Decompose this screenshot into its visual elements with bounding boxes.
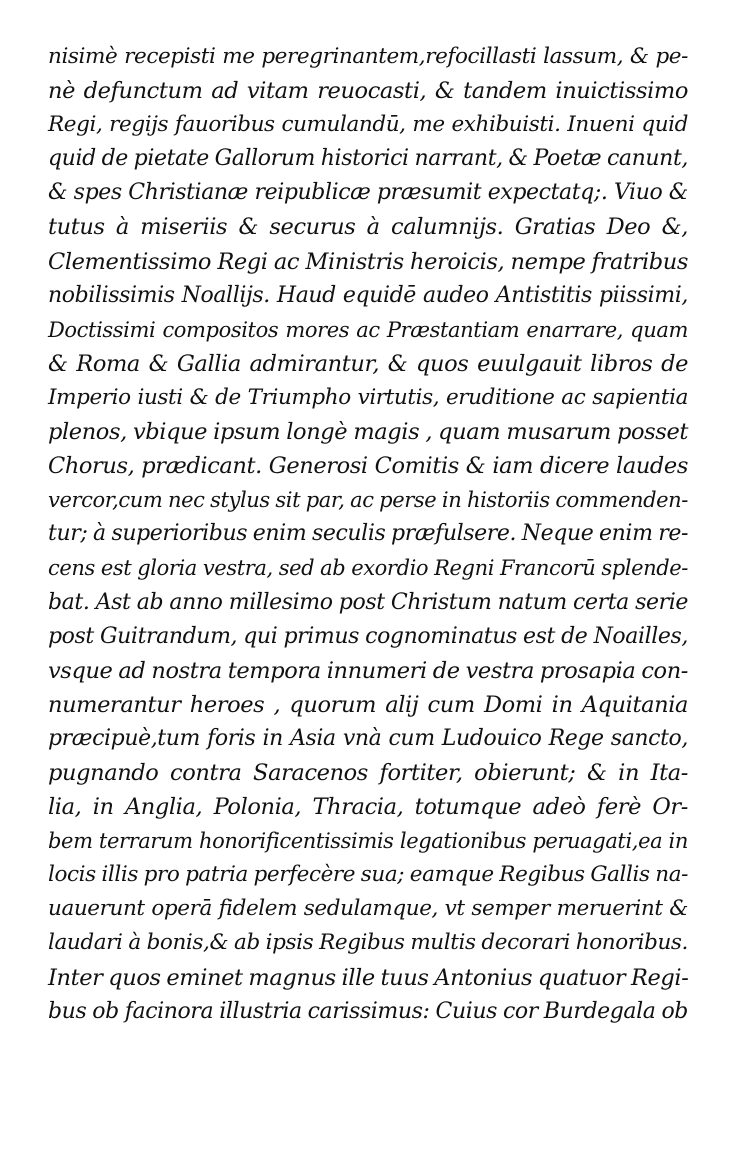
- text-line: Doctissimi compositos mores ac Præstantiam enarrare, quam: [48, 317, 688, 342]
- text-line: Chorus, prædicant. Generosi Comitis & iam dicere laudes: [48, 453, 688, 480]
- text-line: Clementissimo Regi ac Ministris heroicis, nempe fratribus: [48, 248, 688, 275]
- text-line: locis illis pro patria perfecère sua; eamque Regibus Gallis na-: [48, 862, 688, 888]
- text-line: vsque ad nostra tempora innumeri de vestra prosapia con-: [48, 657, 688, 684]
- text-line: nisimè recepisti me peregrinantem,refocillasti lassum, & pe-: [48, 44, 688, 69]
- text-line: præcipuè,tum foris in Asia vnà cum Ludouico Rege sancto,: [48, 725, 688, 751]
- text-line: bem terrarum honorificentissimis legationibus peruagati,ea in: [48, 829, 688, 854]
- text-line: nobilissimis Noallijs. Haud equidē audeo Antistitis piissimi,: [48, 282, 688, 308]
- text-line: & spes Christianæ reipublicæ præsumit expectatq;. Viuo &: [48, 180, 688, 206]
- text-line: uauerunt operā fidelem sedulamque, vt semper meruerint &: [48, 896, 688, 922]
- text-line: numerantur heroes , quorum alij cum Domi in Aquitania: [48, 691, 688, 718]
- text-line: bat. Ast ab anno millesimo post Christum natum certa serie: [48, 589, 688, 615]
- text-line: pugnando contra Saracenos fortiter, obierunt; & in Ita-: [48, 759, 688, 786]
- text-line: lia, in Anglia, Polonia, Thracia, totumque adeò ferè Or-: [48, 794, 688, 821]
- text-line: post Guitrandum, qui primus cognominatus est de Noailles,: [48, 623, 688, 649]
- text-line: vercor,cum nec stylus sit par, ac perse in historiis commenden-: [48, 488, 688, 513]
- text-line: Imperio iusti & de Triumpho virtutis, eruditione ac sapientia: [48, 384, 688, 410]
- text-line: cens est gloria vestra, sed ab exordio Regni Francorū splende-: [48, 556, 688, 581]
- text-line: Inter quos eminet magnus ille tuus Antonius quatuor Regi-: [48, 964, 689, 991]
- latin-text-body: [48, 40, 688, 1029]
- text-line: plenos, vbique ipsum longè magis , quam musarum posset: [48, 419, 688, 446]
- text-line: laudari à bonis,& ab ipsis Regibus multis decorari honoribus.: [48, 930, 688, 956]
- text-line: bus ob facinora illustria carissimus: Cuius cor Burdegala ob: [48, 998, 688, 1024]
- text-line: & Roma & Gallia admirantur, & quos euulgauit libros de: [48, 350, 688, 377]
- text-line: quid de pietate Gallorum historici narrant, & Poetæ canunt,: [48, 146, 688, 172]
- text-line: Regi, regijs fauoribus cumulandū, me exhibuisti. Inueni quid: [48, 112, 688, 138]
- text-line: tur; à superioribus enim seculis præfulsere. Neque enim re-: [48, 521, 688, 547]
- text-line: nè defunctum ad vitam reuocasti, & tandem inuictissimo: [48, 78, 688, 105]
- text-line: tutus à miseriis & securus à calumnijs. Gratias Deo &,: [48, 214, 688, 241]
